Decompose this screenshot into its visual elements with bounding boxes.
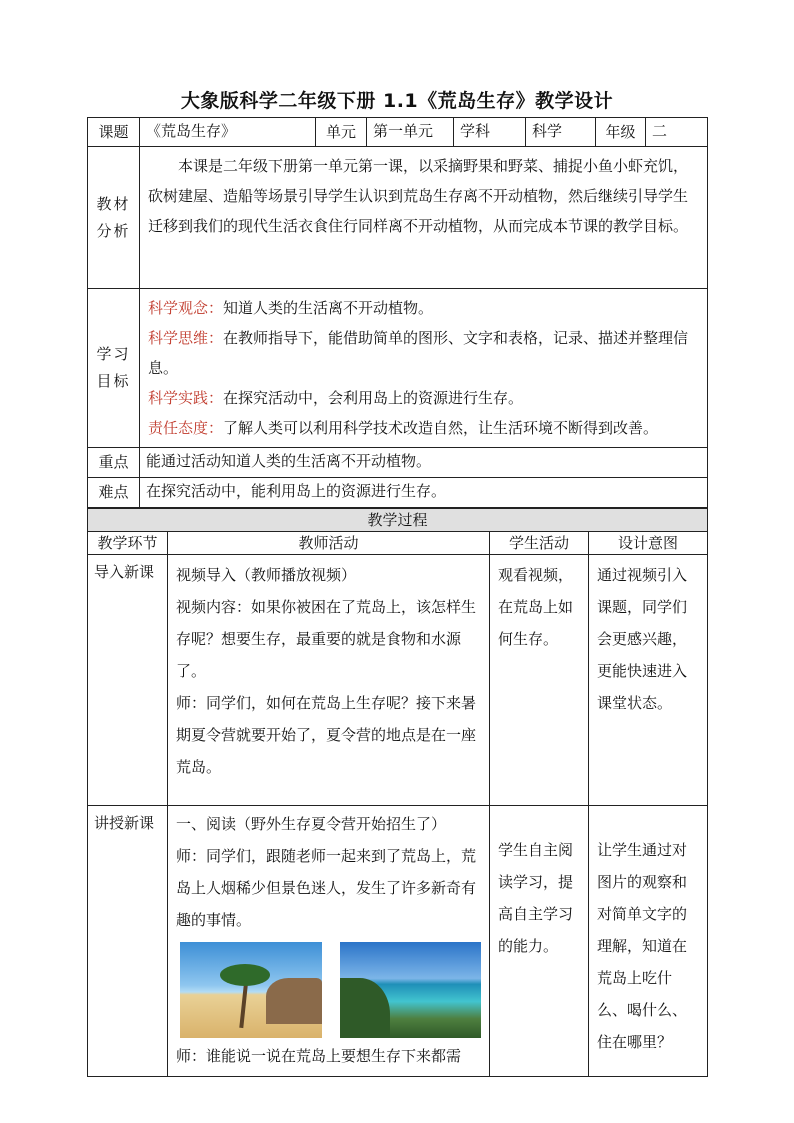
difficult-point-label: 难点 bbox=[88, 478, 140, 508]
goal-item bbox=[148, 383, 699, 413]
goal-text: 在探究活动中，会利用岛上的资源进行生存。 bbox=[223, 389, 524, 407]
col-header-teacher: 教师活动 bbox=[168, 532, 490, 555]
teacher-line: 视频内容：如果你被困在了荒岛上，该怎样生存呢？想要生存，最重要的就是食物和水源了。 bbox=[176, 598, 477, 680]
col-header-student: 学生活动 bbox=[490, 532, 589, 555]
teaching-process-table bbox=[87, 508, 708, 1077]
rock bbox=[266, 978, 322, 1024]
lagoon-photo bbox=[340, 942, 482, 1038]
col-header-intent: 设计意图 bbox=[589, 532, 708, 555]
trees bbox=[340, 978, 390, 1038]
teacher-activity-cell bbox=[168, 806, 490, 1077]
teacher-line: 一、阅读（野外生存夏令营开始招生了） bbox=[176, 815, 447, 833]
intent-cell: 让学生通过对图片的观察和对简单文字的理解，知道在荒岛上吃什么、喝什么、住在哪里？ bbox=[589, 806, 708, 1077]
teacher-line: 师：同学们，如何在荒岛上生存呢？接下来暑期夏令营就要开始了，夏令营的地点是在一座荒岛。 bbox=[176, 694, 477, 776]
goal-key: 责任态度： bbox=[148, 419, 224, 437]
teacher-activity-cell bbox=[168, 555, 490, 806]
grade-value: 二 bbox=[646, 118, 708, 147]
subject-value: 科学 bbox=[526, 118, 596, 147]
lesson-info-table bbox=[87, 117, 708, 508]
grade-label: 年级 bbox=[596, 118, 646, 147]
goals-label bbox=[88, 289, 140, 448]
goal-item bbox=[148, 323, 699, 383]
teacher-line: 视频导入（教师播放视频） bbox=[176, 566, 357, 584]
teacher-line: 师：谁能说一说在荒岛上要想生存下来都需 bbox=[176, 1047, 462, 1065]
analysis-label bbox=[88, 147, 140, 289]
unit-label: 单元 bbox=[316, 118, 367, 147]
unit-value: 第一单元 bbox=[367, 118, 454, 147]
key-point-text: 能通过活动知道人类的生活离不开动植物。 bbox=[140, 448, 708, 478]
goal-item bbox=[148, 293, 699, 323]
goal-key: 科学思维： bbox=[148, 329, 224, 347]
topic-value: 《荒岛生存》 bbox=[140, 118, 316, 147]
difficult-point-text: 在探究活动中，能利用岛上的资源进行生存。 bbox=[140, 478, 708, 508]
intent-cell: 通过视频引入课题，同学们会更感兴趣，更能快速进入课堂状态。 bbox=[589, 555, 708, 806]
palm-leaves bbox=[220, 964, 270, 986]
analysis-text: 本课是二年级下册第一单元第一课，以采摘野果和野菜、捕捉小鱼小虾充饥，砍树建屋、造船等场景引导学生认识到荒岛生存离不开动植物，然后继续引导学生迁移到我们的现代生活衣食住行同样离不开动植物，从而完成本节课的教学目标。 bbox=[148, 157, 689, 235]
analysis-label-text: 教材 分析 bbox=[96, 194, 131, 240]
col-header-stage: 教学环节 bbox=[88, 532, 168, 555]
teacher-line: 师：同学们，跟随老师一起来到了荒岛上，荒岛上人烟稀少但景色迷人，发生了许多新奇有趣的事情。 bbox=[176, 847, 477, 929]
goal-text: 在教师指导下，能借助简单的图形、文字和表格，记录、描述并整理信息。 bbox=[148, 329, 689, 377]
topic-label: 课题 bbox=[88, 118, 140, 147]
process-header: 教学过程 bbox=[88, 509, 708, 532]
island-photos bbox=[176, 936, 481, 1040]
analysis-text-cell bbox=[140, 147, 708, 289]
goal-text: 知道人类的生活离不开动植物。 bbox=[223, 299, 434, 317]
goal-item bbox=[148, 413, 699, 443]
goal-key: 科学观念： bbox=[148, 299, 224, 317]
stage-cell: 导入新课 bbox=[88, 555, 168, 806]
document-title: 大象版科学二年级下册 1.1《荒岛生存》教学设计 bbox=[180, 90, 614, 112]
beach-photo bbox=[180, 942, 322, 1038]
goal-key: 科学实践： bbox=[148, 389, 224, 407]
goals-cell bbox=[140, 289, 708, 448]
subject-label: 学科 bbox=[454, 118, 526, 147]
stage-cell: 讲授新课 bbox=[88, 806, 168, 1077]
goals-label-text: 学习 目标 bbox=[96, 345, 131, 390]
key-point-label: 重点 bbox=[88, 448, 140, 478]
student-activity-cell: 观看视频，在荒岛上如何生存。 bbox=[490, 555, 589, 806]
student-activity-cell: 学生自主阅读学习，提高自主学习的能力。 bbox=[490, 806, 589, 1077]
goal-text: 了解人类可以利用科学技术改造自然，让生活环境不断得到改善。 bbox=[223, 419, 659, 437]
